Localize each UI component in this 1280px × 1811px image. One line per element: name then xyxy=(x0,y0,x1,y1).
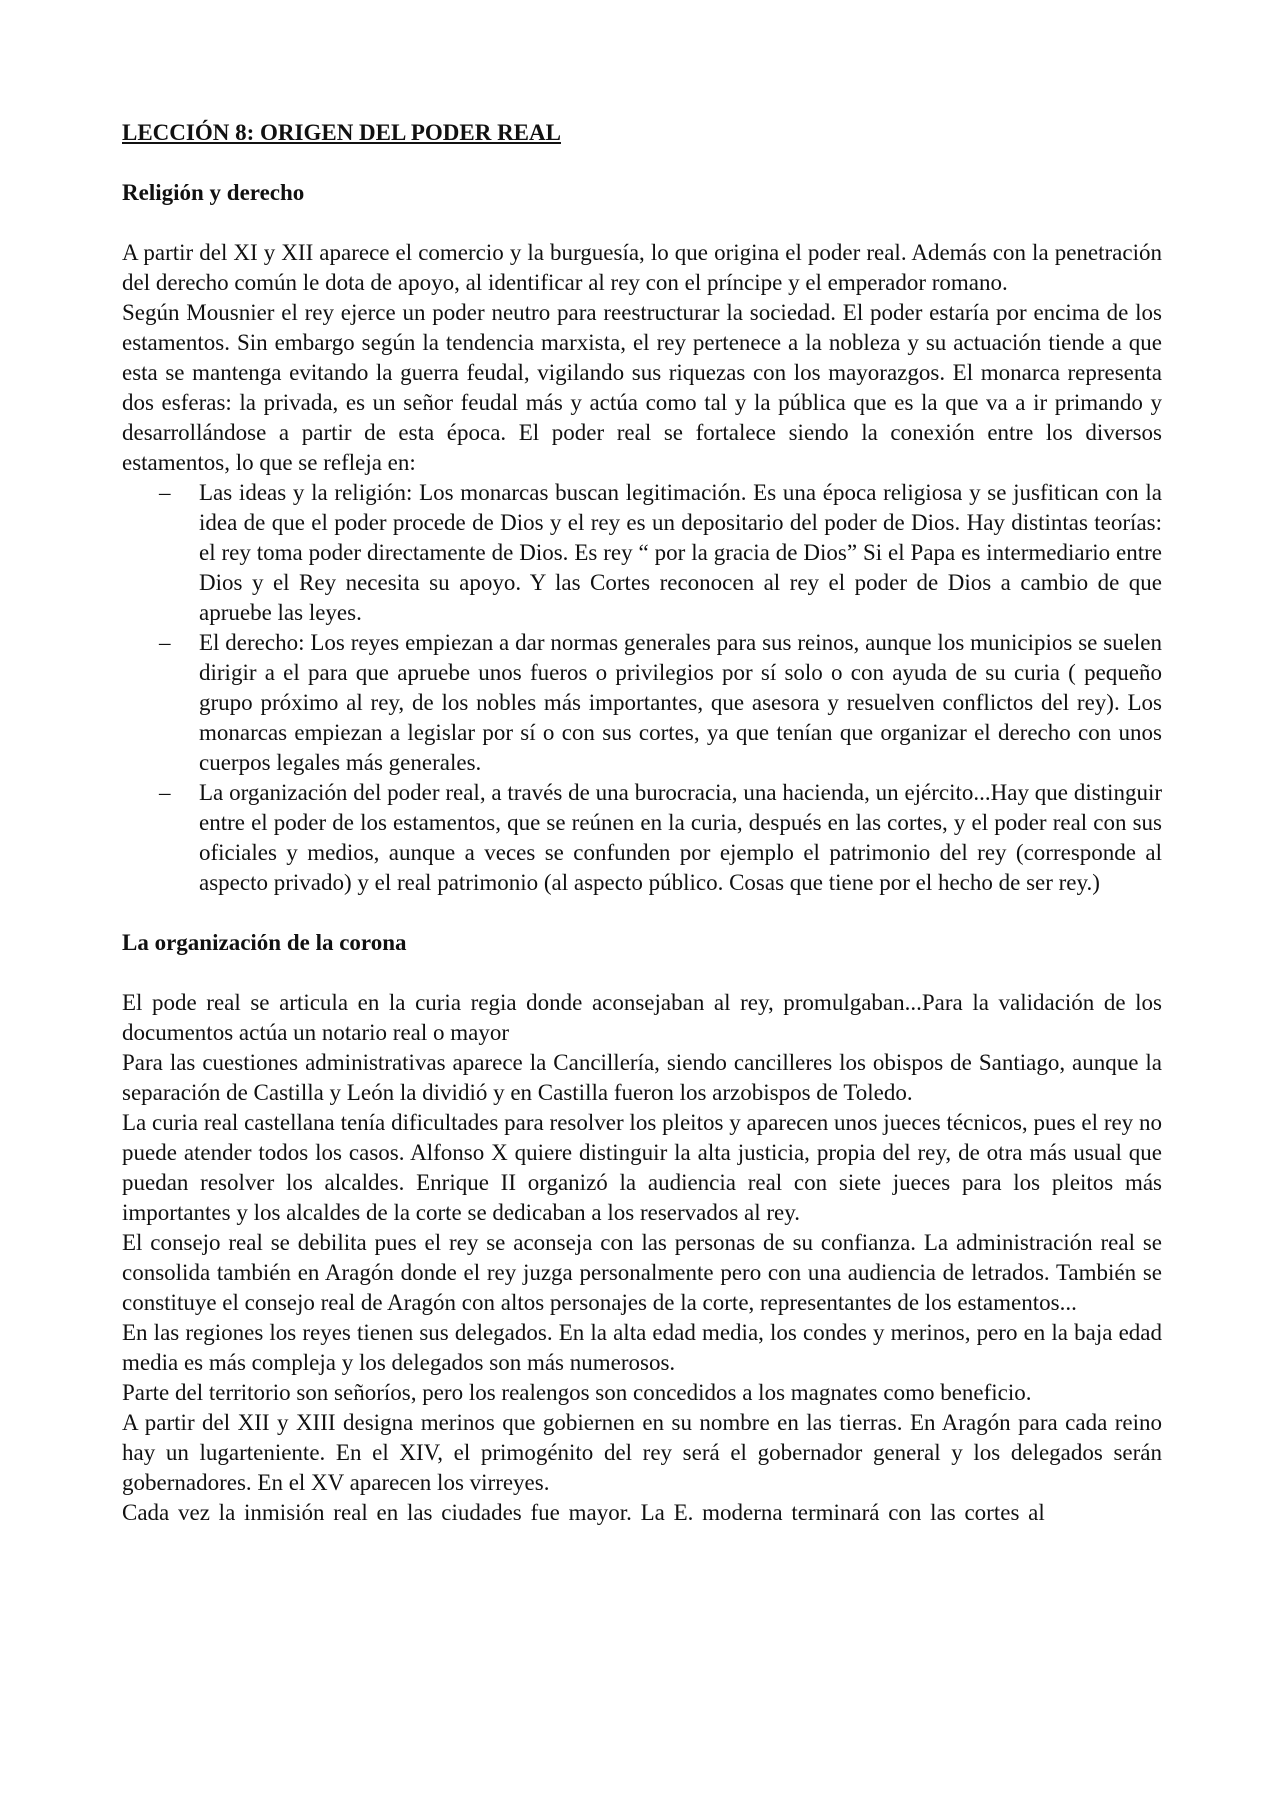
list-item xyxy=(122,628,1162,778)
list-item-text: La organización del poder real, a través de una burocracia, una hacienda, un ejército...Hay que distinguir entre el poder de los estamentos, que se reúnen en la curia, después en las cortes, y el poder real con sus oficiales y medios, aunque a veces se confunden por ejemplo el patrimonio del rey (corresponde al aspecto privado) y el real patrimonio (al aspecto público. Cosas que tiene por el hecho de ser rey.) xyxy=(199,780,1162,895)
bullet-list xyxy=(122,478,1162,898)
paragraph: Para las cuestiones administrativas aparece la Cancillería, siendo cancilleres los obispos de Santiago, aunque la separación de Castilla y León la dividió y en Castilla fueron los arzobispos de Toledo. xyxy=(122,1050,1162,1105)
section-heading-religion: Religión y derecho xyxy=(122,180,305,205)
list-item-text: Las ideas y la religión: Los monarcas buscan legitimación. Es una época religiosa y se jusfitican con la idea de que el poder procede de Dios y el rey es un depositario del poder de Dios. Hay distintas teorías: el rey toma poder directamente de Dios. Es rey “ por la gracia de Dios” Si el Papa es intermediario entre Dios y el Rey necesita su apoyo. Y las Cortes reconocen al rey el poder de Dios a cambio de que apruebe las leyes. xyxy=(199,480,1162,625)
paragraph-truncated: Cada vez la inmisión real en las ciudades fue mayor. La E. moderna terminará con las cortes al xyxy=(122,1500,1045,1525)
section-heading-organizacion: La organización de la corona xyxy=(122,930,407,955)
bullet-dash: – xyxy=(159,480,171,505)
list-item xyxy=(122,478,1162,628)
section-spacer xyxy=(122,898,1162,928)
paragraph: Parte del territorio son señoríos, pero los realengos son concedidos a los magnates como beneficio. xyxy=(122,1380,1032,1405)
paragraph: A partir del XII y XIII designa merinos que gobiernen en su nombre en las tierras. En Aragón para cada reino hay un lugarteniente. En el XIV, el primogénito del rey será el gobernador general y los delegados serán gobernadores. En el XV aparecen los virreyes. xyxy=(122,1410,1162,1495)
document-title: LECCIÓN 8: ORIGEN DEL PODER REAL xyxy=(122,120,561,145)
bullet-dash: – xyxy=(159,780,171,805)
list-item-text: El derecho: Los reyes empiezan a dar normas generales para sus reinos, aunque los municipios se suelen dirigir a el para que apruebe unos fueros o privilegios por sí solo o con ayuda de su curia ( pequeño grupo próximo al rey, de los nobles más importantes, que asesora y resuelven conflictos del rey). Los monarcas empiezan a legislar por sí o con sus cortes, ya que tenían que organizar el derecho con unos cuerpos legales más generales. xyxy=(199,630,1162,775)
list-item xyxy=(122,778,1162,898)
paragraph: El consejo real se debilita pues el rey se aconseja con las personas de su confianza. La administración real se consolida también en Aragón donde el rey juzga personalmente pero con una audiencia de letrados. También se constituye el consejo real de Aragón con altos personajes de la corte, representantes de los estamentos... xyxy=(122,1230,1162,1315)
paragraph: La curia real castellana tenía dificultades para resolver los pleitos y aparecen unos jueces técnicos, pues el rey no puede atender todos los casos. Alfonso X quiere distinguir la alta justicia, propia del rey, de otra más usual que puedan resolver los alcaldes. Enrique II organizó la audiencia real con siete jueces para los pleitos más importantes y los alcaldes de la corte se dedicaban a los reservados al rey. xyxy=(122,1110,1162,1225)
document-page xyxy=(122,118,1162,1528)
paragraph: En las regiones los reyes tienen sus delegados. En la alta edad media, los condes y merinos, pero en la baja edad media es más compleja y los delegados son más numerosos. xyxy=(122,1320,1162,1375)
bullet-dash: – xyxy=(159,630,171,655)
paragraph: Según Mousnier el rey ejerce un poder neutro para reestructurar la sociedad. El poder estaría por encima de los estamentos. Sin embargo según la tendencia marxista, el rey pertenece a la nobleza y su actuación tiende a que esta se mantenga evitando la guerra feudal, vigilando sus riquezas con los mayorazgos. El monarca representa dos esferas: la privada, es un señor feudal más y actúa como tal y la pública que es la que va a ir primando y desarrollándose a partir de esta época. El poder real se fortalece siendo la conexión entre los diversos estamentos, lo que se refleja en: xyxy=(122,300,1162,475)
paragraph: El pode real se articula en la curia regia donde aconsejaban al rey, promulgaban...Para la validación de los documentos actúa un notario real o mayor xyxy=(122,990,1162,1045)
paragraph: A partir del XI y XII aparece el comercio y la burguesía, lo que origina el poder real. Además con la penetración del derecho común le dota de apoyo, al identificar al rey con el príncipe y el emperador romano. xyxy=(122,240,1162,295)
